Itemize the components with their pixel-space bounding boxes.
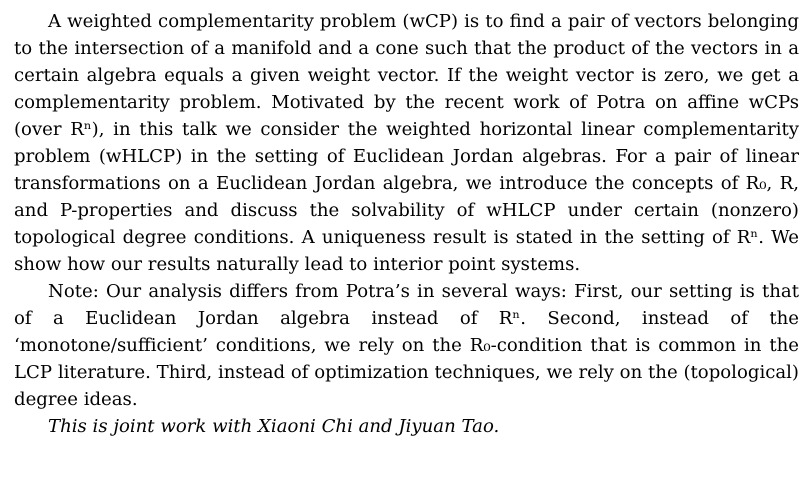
abstract-paragraph-2: Note: Our analysis differs from Potra’s in several ways: First, our setting is that of a Euclidean Jordan algebra instead of Rⁿ. Second, instead of the ‘monotone/sufficient’ conditions, we rely on the R₀-condition that is common in the LCP literature. Third, instead of optimization techniques, we rely on the (topological) degree ideas.: [14, 281, 799, 410]
joint-work-acknowledgement: This is joint work with Xiaoni Chi and Jiyuan Tao.: [48, 416, 500, 437]
abstract-paragraph-1: A weighted complementarity problem (wCP) is to find a pair of vectors belonging to the intersection of a manifold and a cone such that the product of the vectors in a certain algebra equals a given weight vector. If the weight vector is zero, we get a complementarity problem. Motivated by the recent work of Potra on affine wCPs (over Rⁿ), in this talk we consider the weighted horizontal linear complementarity problem (wHLCP) in the setting of Euclidean Jordan algebras. For a pair of linear transformations on a Euclidean Jordan algebra, we introduce the concepts of R₀, R, and P-properties and discuss the solvability of wHLCP under certain (nonzero) topological degree conditions. A uniqueness result is stated in the setting of Rⁿ. We show how our results naturally lead to interior point systems.: [14, 11, 799, 275]
